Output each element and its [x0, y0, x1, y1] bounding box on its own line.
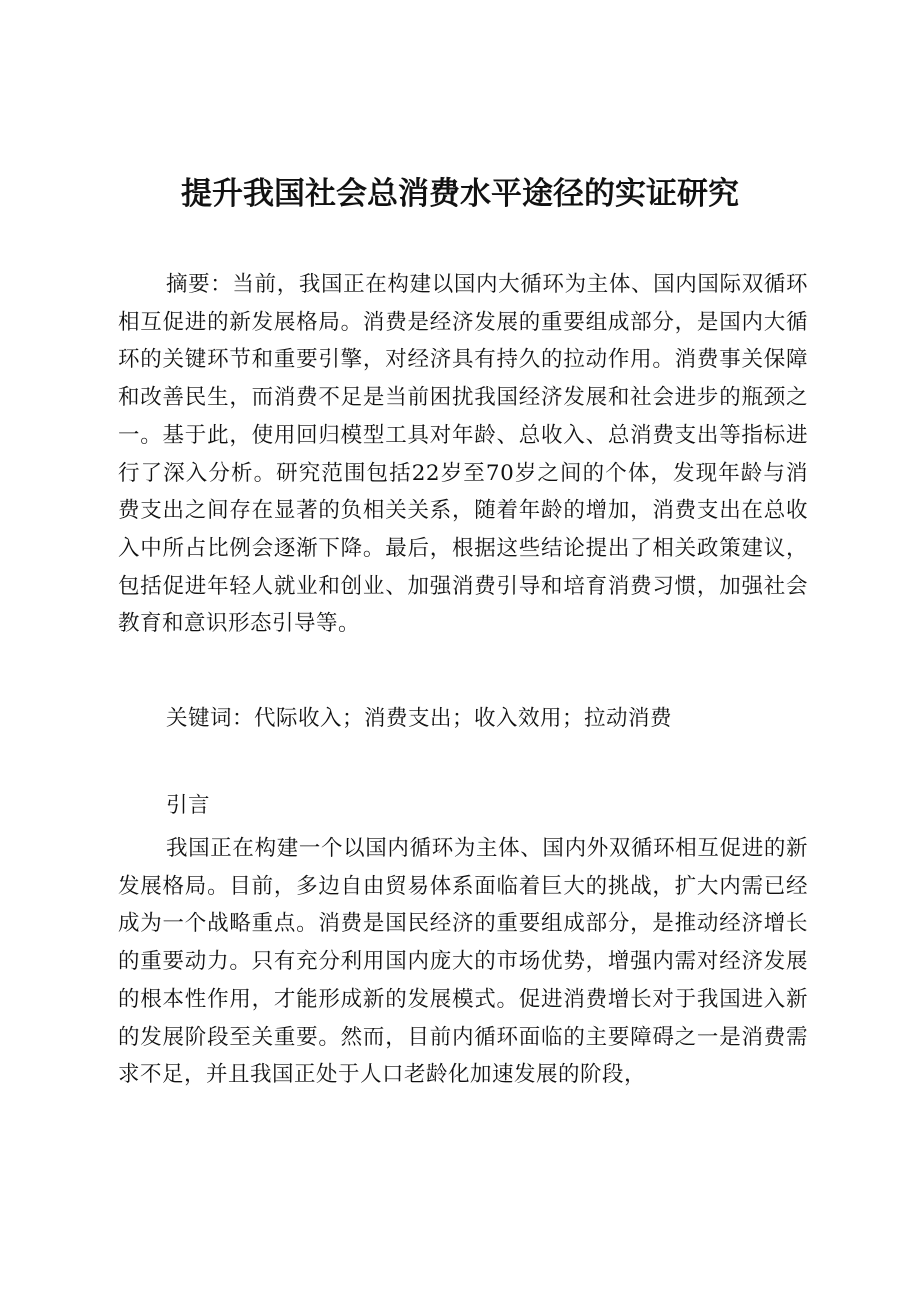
- abstract-paragraph: 摘要：当前，我国正在构建以国内大循环为主体、国内国际双循环相互促进的新发展格局。消费是经济发展的重要组成部分，是国内大循环的关键环节和重要引擎，对经济具有持久的拉动作用。消费事关保障和改善民生，而消费不足是当前困扰我国经济发展和社会进步的瓶颈之一。基于此，使用回归模型工具对年龄、总收入、总消费支出等指标进行了深入分析。研究范围包括22岁至70岁之间的个体，发现年龄与消费支出之间存在显著的负相关关系，随着年龄的增加，消费支出在总收入中所占比例会逐渐下降。最后，根据这些结论提出了相关政策建议，包括促进年轻人就业和创业、加强消费引导和培育消费习惯，加强社会教育和意识形态引导等。: [118, 272, 808, 637]
- section-heading-introduction: 引言: [166, 793, 211, 818]
- document-title: 提升我国社会总消费水平途径的实证研究: [181, 176, 739, 212]
- keywords-line: 关键词：代际收入；消费支出；收入效用；拉动消费: [166, 706, 673, 731]
- introduction-paragraph: 我国正在构建一个以国内循环为主体、国内外双循环相互促进的新发展格局。目前，多边自由贸易体系面临着巨大的挑战，扩大内需已经成为一个战略重点。消费是国民经济的重要组成部分，是推动经济增长的重要动力。只有充分利用国内庞大的市场优势，增强内需对经济发展的根本性作用，才能形成新的发展模式。促进消费增长对于我国进入新的发展阶段至关重要。然而，目前内循环面临的主要障碍之一是消费需求不足，并且我国正处于人口老龄化加速发展的阶段，: [118, 836, 808, 1088]
